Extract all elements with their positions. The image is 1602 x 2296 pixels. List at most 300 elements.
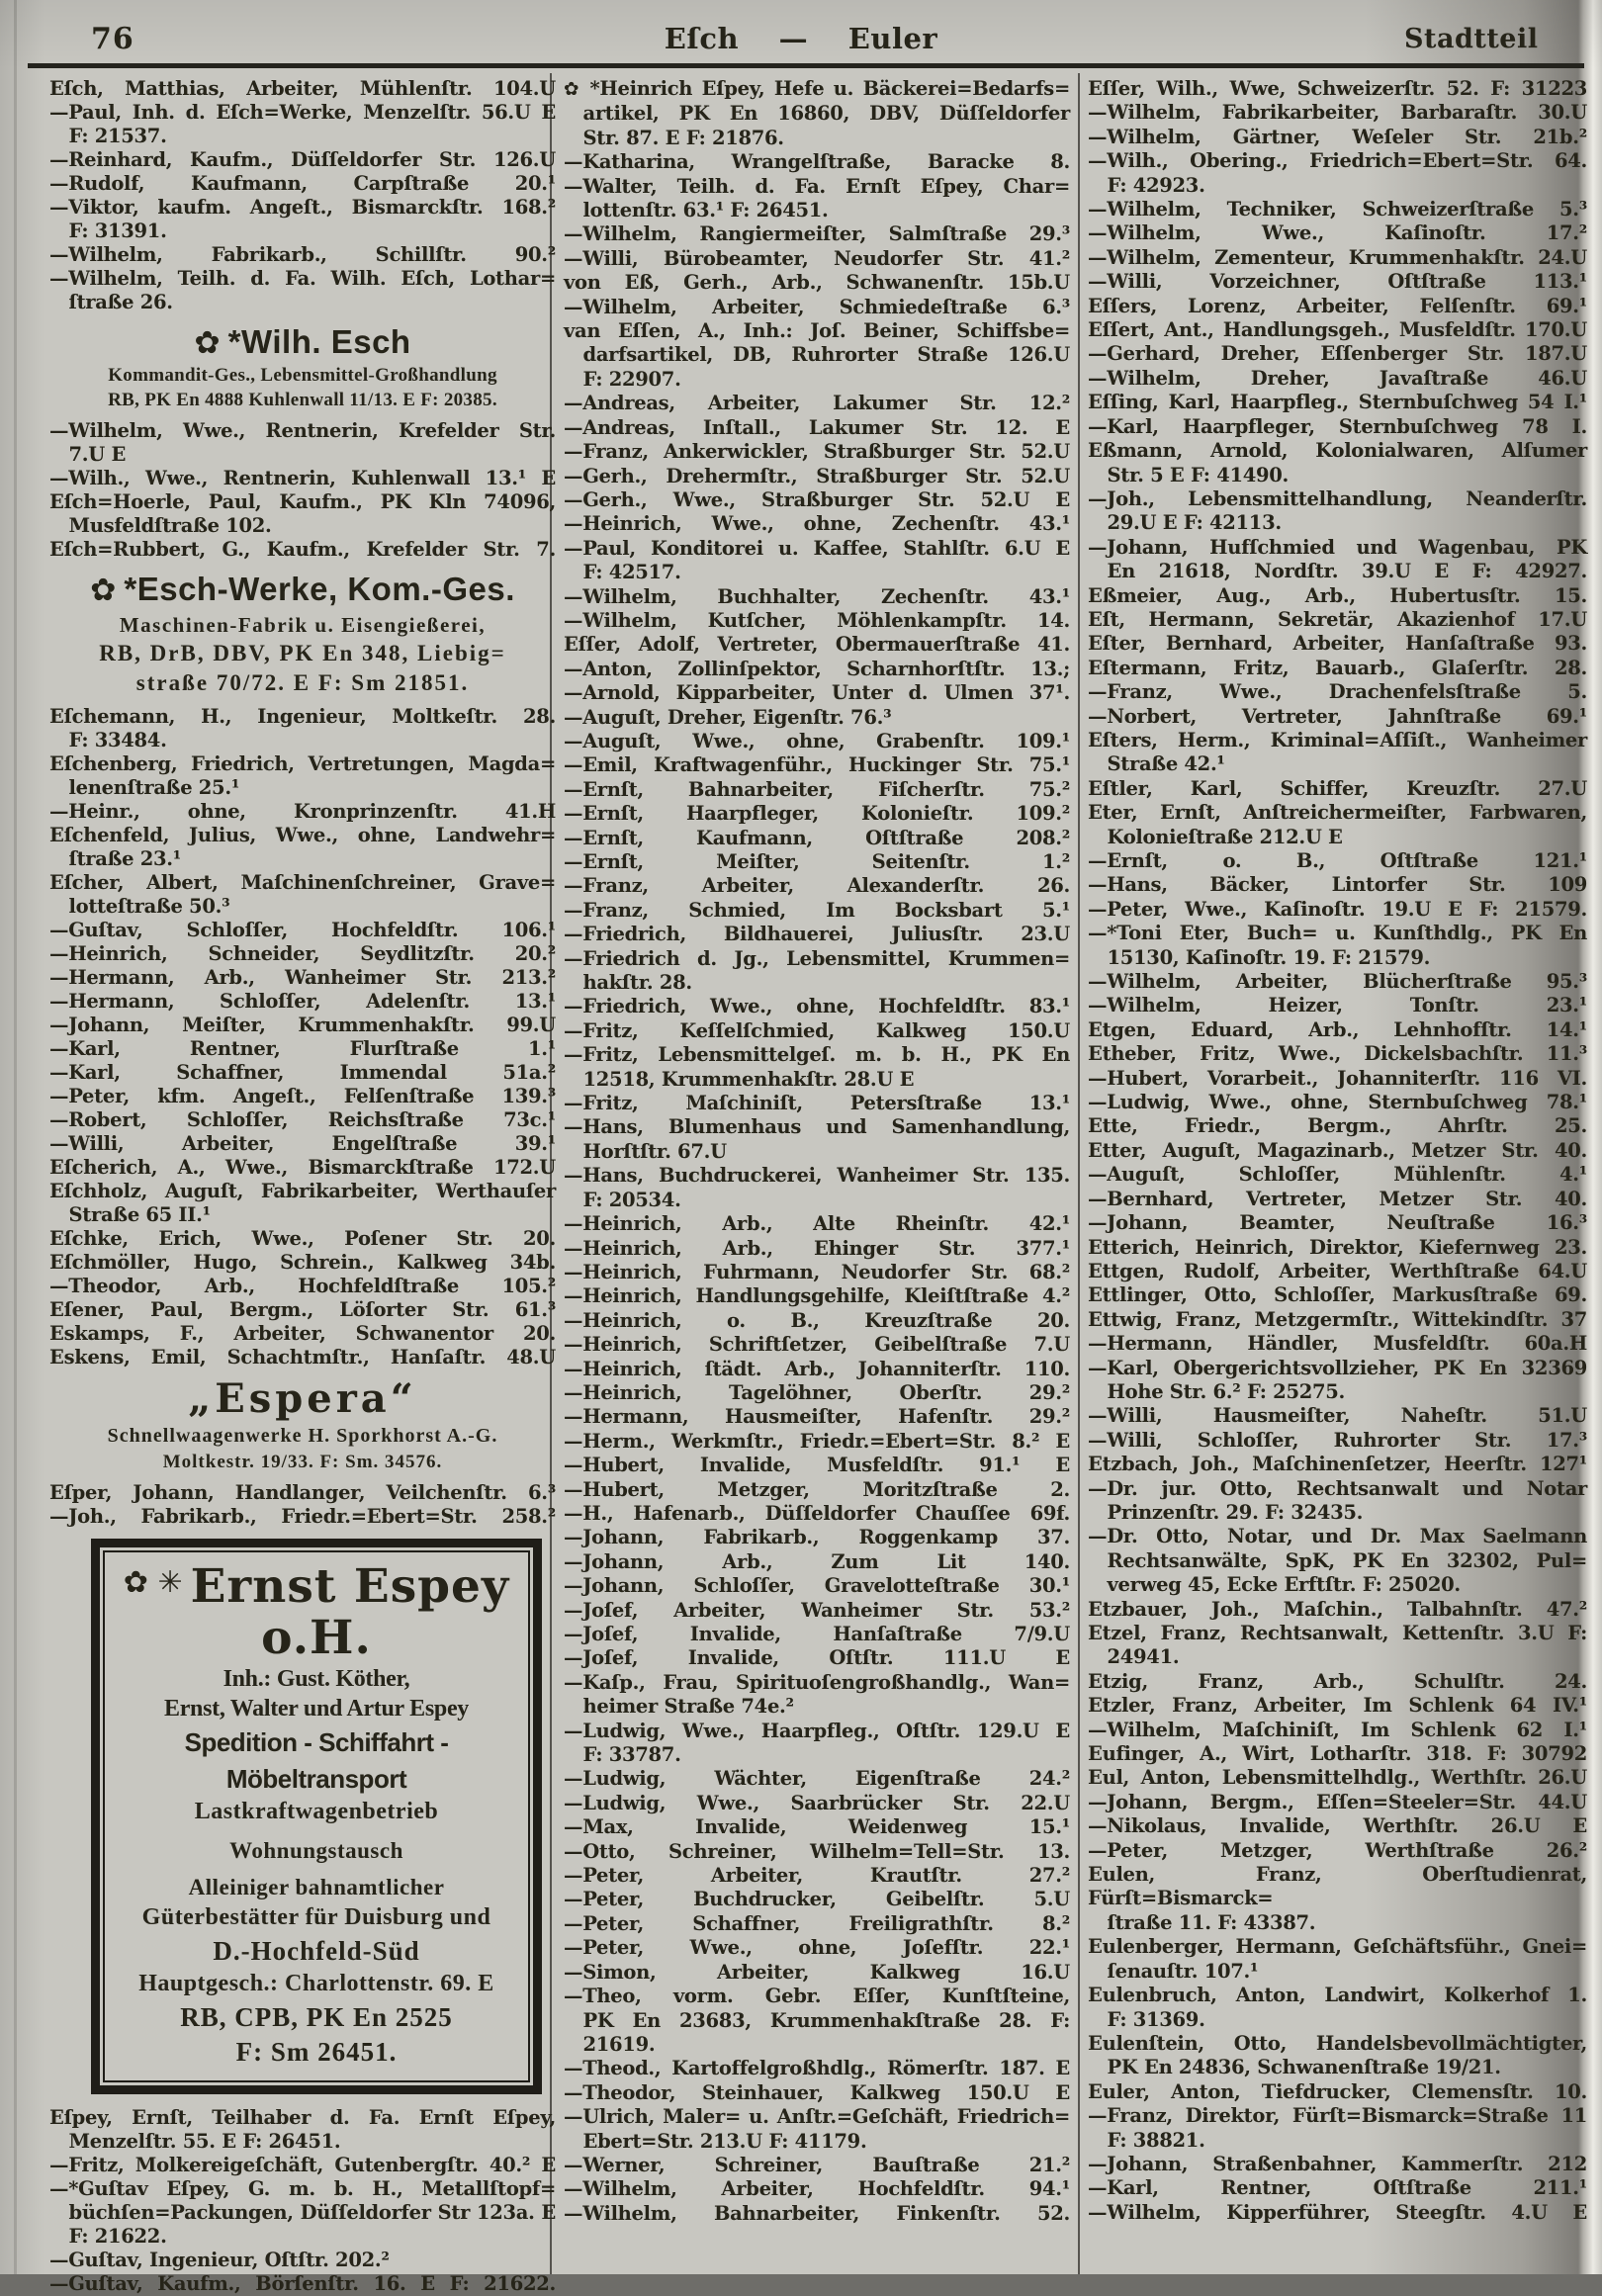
- directory-entry: [564, 995, 1070, 1018]
- directory-entry: [1088, 2080, 1587, 2104]
- entry-text: Eſchholz, Auguſt, Fabrikarbeiter, Werthauſer: [49, 1179, 556, 1202]
- directory-entry: [1088, 1091, 1587, 1114]
- directory-entry: [564, 899, 1070, 923]
- wreath-icon: ✿: [194, 325, 221, 361]
- entry-text: Eſſer, Wilh., Wwe, Schweizerſtr. 52. F: 31223: [1088, 77, 1587, 100]
- entry-text: Etheber, Fritz, Wwe., Dickelsbachſtr. 11.³: [1088, 1042, 1587, 1066]
- directory-entry: [49, 1346, 556, 1369]
- directory-entry: [564, 827, 1070, 850]
- entry-text: —Heinr., ohne, Kronprinzenſtr. 41.H: [49, 799, 556, 823]
- directory-entry: [1088, 849, 1587, 873]
- entry-text: Straße 65 II.¹: [68, 1202, 211, 1226]
- entry-text: Ernst, Walter und Artur Espey: [163, 1696, 470, 1722]
- entry-text: —H., Hafenarb., Düſſeldorfer Chauſſee 69f.: [564, 1501, 1070, 1525]
- directory-entry: [564, 2057, 1070, 2080]
- directory-entry: [1088, 1453, 1587, 1476]
- directory-entry: [564, 1164, 1070, 1212]
- directory-entry: [564, 1358, 1070, 1381]
- directory-entry: [1088, 1477, 1587, 1526]
- directory-entry: [49, 243, 556, 267]
- directory-entry: [564, 585, 1070, 609]
- entry-text: —Wilhelm, Teilh. d. Fa. Wilh. Eſch, Lothar=: [49, 267, 556, 290]
- entry-text: lotteſtraße 50.³: [68, 894, 230, 918]
- entry-text: Eſtler, Karl, Schiffer, Kreuzſtr. 27.U: [1088, 776, 1587, 800]
- entry-text: Lastkraftwagenbetrieb: [194, 1798, 439, 1824]
- entry-text: darfsartikel, DB, Ruhrorter Straße 126.U: [582, 343, 1070, 367]
- entry-text: —Hans, Bäcker, Lintorfer Str. 109: [1088, 873, 1587, 897]
- directory-entry: [49, 1251, 556, 1275]
- directory-entry: [1088, 439, 1587, 487]
- directory-entry: [564, 1478, 1070, 1502]
- entry-text: —Johann, Bergm., Eſſen=Steeler=Str. 44.U: [1088, 1790, 1587, 1813]
- directory-entry: [1088, 1766, 1587, 1790]
- directory-entry: [1088, 657, 1587, 680]
- directory-entry: [1088, 1042, 1587, 1066]
- entry-text: —Fritz, Molkereigeſchäft, Gutenbergſtr. 40.² E: [49, 2153, 556, 2176]
- entry-text: —Heinrich, Schneider, Seydlitzſtr. 20.²: [49, 941, 556, 965]
- directory-entry: [49, 490, 556, 538]
- entry-text: —Peter, Metzger, Werthſtraße 26.²: [1088, 1838, 1587, 1862]
- directory-entry: [1088, 1211, 1587, 1235]
- directory-entry: [1088, 1598, 1587, 1622]
- entry-text: —Wilhelm, Maſchiniſt, Im Schlenk 62 I.¹: [1088, 1718, 1587, 1741]
- ad-espera: [49, 1376, 556, 1475]
- entry-text: —Peter, Arbeiter, Krautſtr. 27.²: [564, 1864, 1070, 1888]
- entry-text: F: 31369.: [1107, 2007, 1205, 2031]
- entry-text: —Wilhelm, Bahnarbeiter, Finkenſtr. 52.: [564, 2201, 1070, 2225]
- directory-entry: [1088, 2104, 1587, 2153]
- entry-text: RB, CPB, PK En 2525: [180, 2001, 453, 2032]
- directory-entry: [1088, 1694, 1587, 1718]
- entry-text: —Willi, Hausmeiſter, Naheſtr. 51.U: [1088, 1404, 1587, 1428]
- entry-text: —Willi, Arbeiter, Engelſtraße 39.¹: [49, 1131, 556, 1155]
- directory-entry: [564, 1985, 1070, 2057]
- scan-artifact-line: [14, 0, 17, 2274]
- directory-entry: [1088, 198, 1587, 221]
- entry-text: —Nikolaus, Invalide, Werthſtr. 26.U E: [1088, 1814, 1587, 1838]
- entry-text: Menzelſtr. 55. E F: 26451.: [68, 2129, 341, 2153]
- directory-entry: [564, 850, 1070, 874]
- directory-entry: [564, 2202, 1070, 2226]
- entry-text: Eſch, Matthias, Arbeiter, Mühlenſtr. 104.U: [49, 77, 556, 100]
- entry-text: PK En 23683, Krummenhakſtraße 28. F:: [582, 2008, 1070, 2032]
- directory-entry: [1088, 2153, 1587, 2176]
- entry-text: —Joſef, Arbeiter, Wanheimer Str. 53.²: [564, 1598, 1070, 1622]
- directory-entry: [564, 1115, 1070, 1164]
- entry-text: Eſſer, Adolf, Vertreter, Obermauerſtraße 41.: [564, 633, 1070, 657]
- directory-entry: [49, 800, 556, 824]
- directory-entry: [49, 148, 556, 172]
- directory-entry: [564, 633, 1070, 657]
- entry-text: heimer Straße 74e.²: [582, 1695, 794, 1719]
- entry-text: Eſener, Paul, Bergm., Löſorter Str. 61.³: [49, 1297, 556, 1321]
- directory-entry: [49, 966, 556, 990]
- directory-entry: [564, 440, 1070, 464]
- entry-text: Kommandit-Ges., Lebensmittel-Großhandlung: [108, 365, 497, 387]
- directory-entry: [564, 1623, 1070, 1646]
- directory-entry: [564, 778, 1070, 802]
- entry-text: —Heinrich, Schriftſetzer, Geibelſtraße 7.U: [564, 1333, 1070, 1357]
- directory-entry: [564, 1526, 1070, 1549]
- wreath-icon: ✿ ✳: [123, 1565, 183, 1601]
- entry-text: —Ernſt, Bahnarbeiter, Fiſcherſtr. 75.²: [564, 777, 1070, 801]
- entry-text: —Heinrich, Tagelöhner, Oberſtr. 29.²: [564, 1380, 1070, 1404]
- entry-text: Euler, Anton, Tiefdrucker, Clemensſtr. 10.: [1088, 2079, 1587, 2103]
- directory-entry: [564, 1671, 1070, 1720]
- directory-entry: [1088, 1839, 1587, 1863]
- entry-text: —Willi, Schloſſer, Ruhrorter Str. 17.³: [1088, 1428, 1587, 1452]
- entry-text: Straße 42.¹: [1107, 752, 1225, 776]
- directory-entry: [564, 2105, 1070, 2154]
- entry-text: —Hermann, Händler, Musfeldſtr. 60a.H: [1088, 1332, 1587, 1356]
- entry-text: —Peter, Buchdrucker, Geibelſtr. 5.U: [564, 1888, 1070, 1911]
- entry-text: RB, DrB, DBV, PK En 348, Liebig=: [99, 640, 506, 665]
- entry-text: Eſch=Hoerle, Paul, Kaufm., PK Kln 74096,: [49, 490, 556, 514]
- directory-entry: [49, 267, 556, 314]
- directory-entry: [1088, 970, 1587, 994]
- directory-entry: [564, 465, 1070, 488]
- directory-entry: [564, 1405, 1070, 1429]
- entry-text: —Emil, Kraftwagenführ., Huckinger Str. 75.¹: [564, 753, 1070, 777]
- entry-text: —Hans, Blumenhaus und Samenhandlung,: [564, 1115, 1070, 1139]
- entry-text: —Joſef, Invalide, Oſtſtr. 111.U E: [564, 1646, 1070, 1670]
- entry-text: —Willi, Vorzeichner, Oſtſtraße 113.¹: [1088, 270, 1587, 294]
- entry-text: —Hubert, Invalide, Musfeldſtr. 91.¹ E: [564, 1454, 1070, 1477]
- entry-text: Alleiniger bahnamtlicher: [188, 1875, 445, 1900]
- ad-ernst-espey: [91, 1539, 542, 2094]
- entry-text: —Dr. Otto, Notar, und Dr. Max Saelmann: [1088, 1525, 1587, 1548]
- directory-entry: [1088, 1260, 1587, 1283]
- entry-text: van Eſſen, A., Inh.: Joſ. Beiner, Schiffsbe=: [564, 319, 1070, 343]
- directory-entry: [1088, 705, 1587, 729]
- directory-entry: [1088, 608, 1587, 632]
- entry-text: —Franz, Ankerwickler, Straßburger Str. 52.U: [564, 440, 1070, 464]
- entry-text: Moltkestr. 19/33. F: Sm. 34576.: [162, 1451, 443, 1472]
- directory-entry: [564, 512, 1070, 536]
- entry-text: Eſchenfeld, Julius, Wwe., ohne, Landwehr=: [49, 823, 556, 846]
- entry-text: Etzbach, Joh., Maſchinenſetzer, Heerſtr. 127¹: [1088, 1453, 1587, 1476]
- directory-entry: [1088, 221, 1587, 245]
- directory-entry: [564, 1574, 1070, 1598]
- entry-text: —Karl, Haarpfleger, Sternbuſchweg 78 I.: [1088, 414, 1587, 438]
- entry-text: D.-Hochfeld-Süd: [213, 1936, 420, 1967]
- directory-entry: [49, 1108, 556, 1132]
- entry-text: —Willi, Bürobeamter, Neudorfer Str. 41.²: [564, 246, 1070, 270]
- entry-text: —Wilhelm, Fabrikarbeiter, Barbaraſtr. 30.U: [1088, 101, 1587, 125]
- entry-text: —Heinrich, Handlungsgehilfe, Kleiſtſtraße 4.²: [564, 1284, 1070, 1308]
- entry-text: En 21618, Nordſtr. 39.U E F: 42927.: [1107, 560, 1587, 583]
- entry-text: —Johann, Meiſter, Krummenhakſtr. 99.U: [49, 1013, 556, 1036]
- directory-entry: [564, 1888, 1070, 1911]
- entry-text: —Peter, Wwe., ohne, Joſefſtr. 22.¹: [564, 1936, 1070, 1960]
- entry-text: —Franz, Schmied, Im Bocksbart 5.¹: [564, 898, 1070, 922]
- entry-text: —Gerhard, Dreher, Eſſenberger Str. 187.U: [1088, 342, 1587, 366]
- directory-entry: [1088, 536, 1587, 584]
- directory-entry: [49, 1037, 556, 1061]
- directory-entry: [564, 150, 1070, 174]
- entry-text: —Ulrich, Maler= u. Anſtr.=Geſchäft, Friedrich=: [564, 2105, 1070, 2129]
- entry-text: —Friedrich d. Jg., Lebensmittel, Krummen=: [564, 946, 1070, 970]
- directory-entry: [1088, 1984, 1587, 2032]
- directory-entry: [1088, 342, 1587, 366]
- entry-text: —Heinrich, Fuhrmann, Neudorfer Str. 68.²: [564, 1260, 1070, 1283]
- directory-entry: [564, 753, 1070, 777]
- entry-text: —Auguſt, Wwe., ohne, Grabenſtr. 109.¹: [564, 729, 1070, 752]
- entry-text: —Johann, Hufſchmied und Wagenbau, PK: [1088, 535, 1587, 559]
- entry-text: —Walter, Teilh. d. Fa. Ernſt Eſpey, Char=: [564, 174, 1070, 198]
- entry-text: —Robert, Schloſſer, Reichsſtraße 73c.¹: [49, 1107, 556, 1131]
- directory-entry: [1088, 2032, 1587, 2080]
- directory-entry: [564, 1502, 1070, 1526]
- directory-entry: [1088, 391, 1587, 414]
- directory-entry: [1088, 367, 1587, 391]
- header-section-label: Stadtteil: [1404, 24, 1539, 54]
- entry-text: Eſpey, Ernſt, Teilhaber d. Fa. Ernſt Eſpey,: [49, 2105, 556, 2129]
- entry-text: —*Toni Eter, Buch= u. Kunſthdlg., PK En: [1088, 922, 1587, 945]
- entry-text: —Wilhelm, Wwe., Kaſinoſtr. 17.²: [1088, 221, 1587, 245]
- directory-entry: [49, 1180, 556, 1227]
- entry-text: —Andreas, Inſtall., Lakumer Str. 12. E: [564, 415, 1070, 439]
- entry-text: Eulen, Franz, Oberſtudienrat, Fürſt=Bismarck=: [1088, 1863, 1587, 1910]
- entry-text: F: 42923.: [1107, 173, 1205, 197]
- entry-text: PK En 24836, Schwanenſtraße 19/21.: [1107, 2056, 1501, 2079]
- directory-entry: [564, 802, 1070, 826]
- entry-text: —Norbert, Vertreter, Jahnſtraße 69.¹: [1088, 704, 1587, 728]
- directory-entry: [49, 1481, 556, 1505]
- directory-entry: [49, 1227, 556, 1251]
- entry-text: Horſtſtr. 67.U: [582, 1139, 727, 1163]
- entry-text: —Bernhard, Vertreter, Metzer Str. 40.: [1088, 1187, 1587, 1210]
- entry-text: Prinzenſtr. 29. F: 32435.: [1107, 1500, 1364, 1524]
- directory-entry: [564, 1430, 1070, 1454]
- ad-wilh-esch: [49, 321, 556, 412]
- directory-entry: [1088, 1742, 1587, 1766]
- entry-text: RB, PK En 4888 Kuhlenwall 11/13. E F: 20385.: [108, 390, 497, 411]
- directory-entry: [1088, 318, 1587, 342]
- directory-entry: [49, 2106, 556, 2154]
- entry-text: —Peter, kfm. Angeſt., Felſenſtraße 139.³: [49, 1084, 556, 1107]
- entry-text: —Arnold, Kipparbeiter, Unter d. Ulmen 37¹.: [564, 681, 1070, 705]
- entry-text: —Peter, Schaffner, Freiligrathſtr. 8.²: [564, 1911, 1070, 1935]
- entry-text: F: 42517.: [582, 561, 681, 584]
- entry-text: —Franz, Wwe., Drachenfelsſtraße 5.: [1088, 680, 1587, 704]
- entry-text: Eskens, Emil, Schachtmſtr., Hanſaſtr. 48.U: [49, 1345, 556, 1369]
- directory-entry: [49, 1505, 556, 1529]
- header-rule: [28, 63, 1584, 68]
- entry-text: —Hans, Buchdruckerei, Wanheimer Str. 135.: [564, 1164, 1070, 1188]
- directory-entry: [564, 2154, 1070, 2177]
- entry-text: —Ludwig, Wwe., ohne, Sternbuſchweg 78.¹: [1088, 1091, 1587, 1114]
- entry-text: *Esch-Werke, Kom.-Ges.: [124, 571, 515, 608]
- entry-text: Eter, Ernſt, Anſtreichermeiſter, Farbwaren,: [1088, 801, 1587, 825]
- entry-text: verweg 45, Ecke Erftſtr. F: 25020.: [1107, 1573, 1461, 1597]
- entry-text: Eſcher, Albert, Maſchinenſchreiner, Grave=: [49, 870, 556, 894]
- directory-entry: [49, 1014, 556, 1037]
- entry-text: Hauptgesch.: Charlottenstr. 69. E: [138, 1971, 494, 1997]
- directory-entry: [49, 196, 556, 243]
- directory-entry: [1088, 922, 1587, 970]
- directory-entry: [1088, 1670, 1587, 1694]
- entry-text: Eufinger, A., Wirt, Lotharſtr. 318. F: 30792: [1088, 1742, 1587, 1766]
- entry-text: ſtraße 23.¹: [68, 846, 181, 870]
- entry-text: Etzler, Franz, Arbeiter, Im Schlenk 64 IV.¹: [1088, 1694, 1587, 1718]
- entry-text: —Karl, Obergerichtsvollzieher, PK En 32369: [1088, 1356, 1587, 1379]
- entry-text: —Otto, Schreiner, Wilhelm=Tell=Str. 13.: [564, 1839, 1070, 1863]
- directory-entry: [564, 175, 1070, 223]
- directory-entry: [1088, 1114, 1587, 1138]
- entry-text: Eskamps, F., Arbeiter, Schwanentor 20.: [49, 1321, 556, 1345]
- directory-entry: [564, 1237, 1070, 1261]
- entry-text: —Rudolf, Kaufmann, Carpſtraße 20.¹: [49, 172, 556, 195]
- directory-entry: [1088, 149, 1587, 198]
- entry-text: —Ernſt, o. B., Oſtſtraße 121.¹: [1088, 849, 1587, 872]
- directory-entry: [1088, 729, 1587, 777]
- entry-text: Rechtsanwälte, SpK, PK En 32302, Pul=: [1107, 1548, 1587, 1572]
- directory-entry: [49, 1156, 556, 1180]
- entry-text: —Wilhelm, Kipperführer, Steegſtr. 4.U E: [1088, 2200, 1587, 2224]
- directory-entry: [1088, 1067, 1587, 1091]
- entry-text: —Johann, Straßenbahner, Kammerſtr. 212: [1088, 2152, 1587, 2175]
- directory-entry: [1088, 1188, 1587, 1211]
- column-divider-2: [1078, 73, 1080, 2274]
- entry-text: Eſcherich, A., Wwe., Bismarckſtraße 172.U: [49, 1155, 556, 1179]
- directory-entry: [1088, 1163, 1587, 1187]
- entry-text: —Peter, Wwe., Kaſinoſtr. 19.U E F: 21579.: [1088, 897, 1587, 921]
- entry-text: Ebert=Str. 213.U F: 41179.: [582, 2129, 867, 2153]
- directory-entry: [49, 871, 556, 919]
- directory-entry: [1088, 2176, 1587, 2200]
- column-2: [564, 77, 1070, 2226]
- entry-text: F: 33787.: [582, 1743, 681, 1767]
- directory-entry: [1088, 1622, 1587, 1670]
- entry-text: —Heinrich, Wwe., ohne, Zechenſtr. 43.¹: [564, 512, 1070, 536]
- directory-entry: [49, 1322, 556, 1346]
- entry-text: —Karl, Schaffner, Immendal 51a.²: [49, 1060, 556, 1084]
- entry-text: Eulenberger, Hermann, Geſchäftsführ., Gnei=: [1088, 1935, 1587, 1959]
- directory-entry: [49, 1275, 556, 1298]
- entry-text: —Wilhelm, Arbeiter, Schmiedeſtraße 6.³: [564, 295, 1070, 318]
- entry-text: —Fritz, Keſſelſchmied, Kalkweg 150.U: [564, 1018, 1070, 1042]
- entry-text: —Wilhelm, Buchhalter, Zechenſtr. 43.¹: [564, 584, 1070, 608]
- entry-text: —Karl, Rentner, Oſtſtraße 211.¹: [1088, 2176, 1587, 2200]
- directory-entry: [564, 392, 1070, 415]
- entry-text: —Joſef, Invalide, Hanſaſtraße 7/9.U: [564, 1623, 1070, 1645]
- directory-entry: [1088, 1525, 1587, 1597]
- entry-text: —Guſtav, Schloſſer, Hochfeldſtr. 106.¹: [49, 918, 556, 941]
- entry-text: Str. 87. E F: 21876.: [582, 126, 784, 149]
- entry-text: —Wilhelm, Dreher, Javaſtraße 46.U: [1088, 366, 1587, 390]
- directory-entry: [564, 1309, 1070, 1333]
- entry-text: —Ludwig, Wwe., Haarpfleg., Oſtſtr. 129.U E: [564, 1719, 1070, 1742]
- directory-entry: [1088, 1429, 1587, 1453]
- entry-text: Eſſing, Karl, Haarpfleg., Sternbuſchweg 54 I.¹: [1088, 391, 1587, 414]
- entry-text: —Theo, vorm. Gebr. Eſſer, Kunſtſteine,: [564, 1985, 1070, 2008]
- directory-entry: [49, 2154, 556, 2177]
- entry-text: Eſter, Bernhard, Arbeiter, Hanſaſtraße 93.: [1088, 632, 1587, 656]
- directory-entry: [49, 419, 556, 467]
- directory-entry: [564, 1767, 1070, 1791]
- page-number: 76: [91, 22, 134, 56]
- wreath-icon: ✿: [90, 573, 117, 609]
- directory-entry: [49, 172, 556, 196]
- directory-entry: [1088, 1791, 1587, 1814]
- directory-entry: [564, 296, 1070, 319]
- entry-text: Ettwig, Franz, Metzgermſtr., Wittekindſtr. 37: [1088, 1307, 1587, 1331]
- directory-entry: [564, 1212, 1070, 1236]
- entry-text: Eſtermann, Fritz, Bauarb., Glaſerſtr. 28.: [1088, 656, 1587, 679]
- entry-text: —Johann, Fabrikarb., Roggenkamp 37.: [564, 1526, 1070, 1549]
- entry-text: —Hubert, Metzger, Moritzſtraße 2.: [564, 1477, 1070, 1501]
- entry-text: —Johann, Beamter, Neuſtraße 16.³: [1088, 1211, 1587, 1235]
- directory-entry: [49, 467, 556, 490]
- directory-entry: [564, 1864, 1070, 1888]
- entry-text: F: 21622.: [68, 2224, 167, 2248]
- entry-text: —Fritz, Lebensmittelgeſ. m. b. H., PK En: [564, 1043, 1070, 1067]
- entry-text: ſtraße 11. F: 43387.: [1107, 1910, 1316, 1934]
- entry-text: Schnellwaagenwerke H. Sporkhorst A.-G.: [107, 1424, 498, 1447]
- entry-text: —Hermann, Hausmeiſter, Hafenſtr. 29.²: [564, 1405, 1070, 1429]
- entry-text: —Ernſt, Meiſter, Seitenſtr. 1.²: [564, 850, 1070, 873]
- directory-entry: [1088, 898, 1587, 922]
- entry-text: —Andreas, Arbeiter, Lakumer Str. 12.²: [564, 392, 1070, 415]
- directory-entry: [564, 1092, 1070, 1115]
- entry-text: —Wilh., Obering., Friedrich=Ebert=Str. 64.: [1088, 149, 1587, 173]
- directory-entry: [1088, 1332, 1587, 1356]
- directory-entry: [1088, 777, 1587, 801]
- directory-entry: [1088, 1404, 1587, 1428]
- directory-entry: [1088, 632, 1587, 656]
- entry-text: —Gerh., Drehermſtr., Straßburger Str. 52.U: [564, 464, 1070, 487]
- entry-text: Etterich, Heinrich, Direktor, Kiefernweg 23.: [1088, 1235, 1587, 1259]
- directory-entry: [1088, 77, 1587, 101]
- entry-text: —Auguſt, Dreher, Eigenſtr. 76.³: [564, 705, 892, 729]
- entry-text: Maschinen-Fabrik u. Eisengießerei,: [119, 612, 487, 637]
- entry-text: straße 70/72. E F: Sm 21851.: [135, 669, 470, 695]
- entry-text: Etzbauer, Joh., Maſchin., Talbahnſtr. 47.²: [1088, 1597, 1587, 1621]
- entry-text: —Wilhelm, Rangiermeiſter, Salmſtraße 29.³: [564, 222, 1070, 246]
- entry-text: —Wilhelm, Techniker, Schweizerſtraße 5.³: [1088, 198, 1587, 221]
- directory-entry: [49, 101, 556, 148]
- entry-text: —Ernſt, Haarpfleger, Kolonieſtr. 109.²: [564, 802, 1070, 826]
- entry-text: —Friedrich, Wwe., ohne, Hochfeldſtr. 83.¹: [564, 995, 1070, 1018]
- entry-text: 12518, Krummenhakſtr. 28.U E: [582, 1067, 915, 1091]
- entry-text: F: Sm 26451.: [235, 2036, 398, 2067]
- entry-text: —Werner, Schreiner, Bauſtraße 21.²: [564, 2153, 1070, 2176]
- entry-text: —Max, Invalide, Weidenweg 15.¹: [564, 1815, 1070, 1839]
- entry-text: —Theodor, Steinhauer, Kalkweg 150.U E: [564, 2080, 1070, 2104]
- directory-entry: [1088, 295, 1587, 318]
- wreath-icon: ✿: [564, 79, 582, 100]
- directory-entry: [49, 2177, 556, 2249]
- entry-text: Spedition - Schiffahrt - Möbeltransport: [184, 1727, 449, 1794]
- entry-text: —Wilhelm, Kutſcher, Möhlenkampſtr. 14.: [564, 608, 1070, 632]
- directory-entry: [49, 1298, 556, 1322]
- entry-text: Eſt, Hermann, Sekretär, Akazienhof 17.U: [1088, 607, 1587, 631]
- entry-text: —Anton, Zollinſpektor, Scharnhorſtſtr. 13.;: [564, 657, 1070, 680]
- entry-text: Eſchmöller, Hugo, Schrein., Kalkweg 34b.: [49, 1250, 556, 1274]
- entry-text: artikel, PK En 16860, DBV, Düſſeldorfer: [582, 102, 1070, 126]
- directory-entry: [564, 2081, 1070, 2105]
- directory-entry: [564, 923, 1070, 946]
- directory-entry: [1088, 1139, 1587, 1163]
- directory-entry: [49, 752, 556, 800]
- entry-text: —Hubert, Vorarbeit., Johanniterſtr. 116 VI.: [1088, 1066, 1587, 1090]
- header-title: Eſch — Euler: [664, 22, 938, 55]
- entry-text: Eſchenberg, Friedrich, Vertretungen, Magda=: [49, 751, 556, 775]
- entry-text: 15130, Kaſinoſtr. 19. F: 21579.: [1107, 945, 1431, 969]
- entry-text: —Wilhelm, Arbeiter, Blücherſtraße 95.³: [1088, 970, 1587, 994]
- entry-text: Eul, Anton, Lebensmittelhdlg., Werthſtr. 26.U: [1088, 1766, 1587, 1790]
